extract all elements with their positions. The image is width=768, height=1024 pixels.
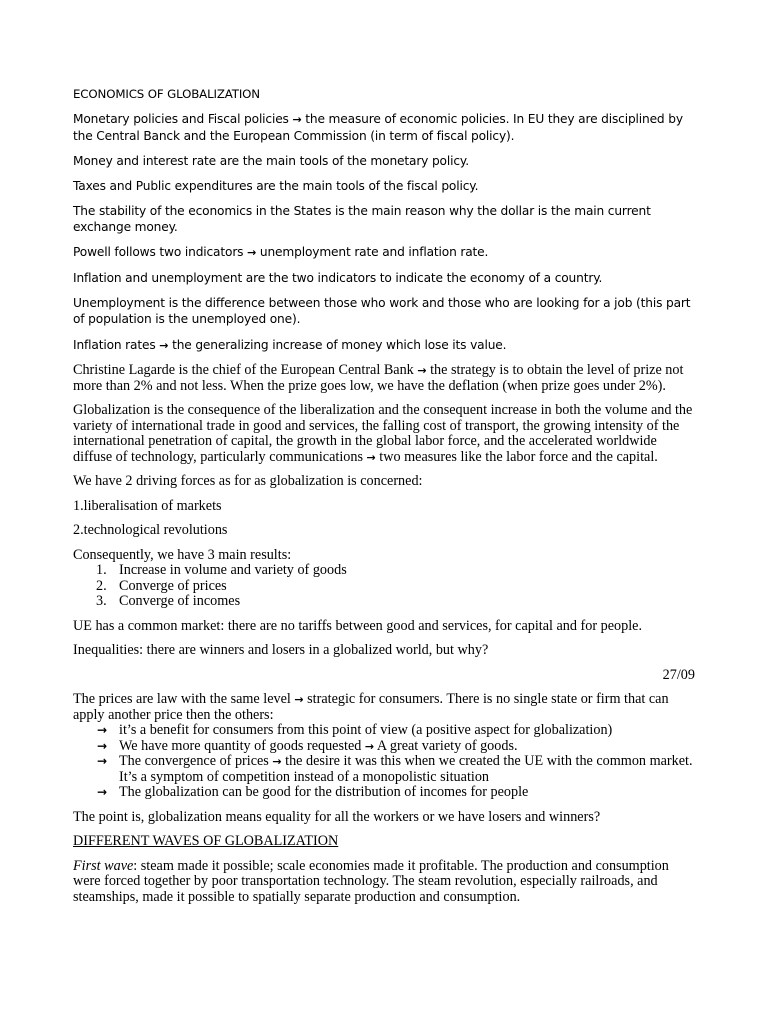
list-item-text: the desire it was this when we created the UE with the common market. It’s a symptom of competition instead of a monopolistic situation xyxy=(119,753,693,785)
list-item xyxy=(73,739,695,755)
list-item-text: Increase in volume and variety of goods xyxy=(119,562,347,578)
right-arrow-icon: → xyxy=(272,755,282,768)
paragraph-text: strategic for consumers. There is no single state or firm that can apply another price then the others: xyxy=(73,691,669,723)
paragraph-text: the generalizing increase of money which lose its value. xyxy=(168,338,507,352)
right-arrow-icon: → xyxy=(292,113,302,126)
arrow-bullet-icon: → xyxy=(97,754,108,768)
arrow-bullet-icon: → xyxy=(97,723,108,737)
first-wave-label: First wave xyxy=(73,857,134,874)
list-item-text: A great variety of goods. xyxy=(374,737,518,754)
right-arrow-icon: → xyxy=(294,693,304,706)
paragraph-text: : steam made it possible; scale economies made it profitable. The production and consumption were forced together by poor transportation technology. The steam revolution, especially railroads, and steamships, made it possible to spatially separate production and consumption. xyxy=(73,857,669,905)
paragraph-monetary-tools: Money and interest rate are the main tools of the monetary policy. xyxy=(73,154,469,168)
paragraph-text: Globalization is the consequence of the liberalization and the consequent increase in both the volume and the variety of international trade in good and services, the falling cost of transport, the growing intensity of the international penetration of capital, the growth in the global labor force, and the accelerated worldwide diffuse of technology, particularly communications xyxy=(73,402,693,465)
paragraph-text: the strategy is to obtain the level of prize not more than 2% and not less. When the prize goes low, we have the deflation (when prize goes under 2%). xyxy=(73,362,684,394)
paragraph-lagarde xyxy=(73,363,695,394)
list-item xyxy=(73,723,695,739)
right-arrow-icon: → xyxy=(159,339,169,352)
paragraph-inequalities: Inequalities: there are winners and losers in a globalized world, but why? xyxy=(73,642,489,658)
paragraph-first-wave xyxy=(73,859,695,906)
paragraph-driving-forces: We have 2 driving forces as for as globalization is concerned: xyxy=(73,473,423,489)
right-arrow-icon: → xyxy=(366,450,376,464)
list-item xyxy=(73,594,695,610)
paragraph-text: unemployment rate and inflation rate. xyxy=(256,245,489,259)
paragraph-text: Inflation rates xyxy=(73,338,160,352)
list-item-text: it’s a benefit for consumers from this point of view (a positive aspect for globalization) xyxy=(119,722,613,738)
list-number: 1. xyxy=(96,562,107,578)
list-item-text: The convergence of prices xyxy=(119,753,273,769)
paragraph-text: two measures like the labor force and the capital. xyxy=(375,448,658,465)
arrow-bullet-icon: → xyxy=(97,738,108,753)
paragraph-indicators: Inflation and unemployment are the two indicators to indicate the economy of a country. xyxy=(73,271,603,285)
paragraph-dollar: The stability of the economics in the States is the main reason why the dollar is the main current exchange money. xyxy=(73,204,651,234)
date-label: 27/09 xyxy=(662,666,695,683)
paragraph-inflation xyxy=(73,337,695,354)
document-page xyxy=(73,86,695,905)
results-list xyxy=(73,563,695,610)
right-arrow-icon: → xyxy=(364,739,375,753)
document-title: ECONOMICS OF GLOBALIZATION xyxy=(73,87,260,101)
paragraph-common-market: UE has a common market: there are no tariffs between good and services, for capital and for people. xyxy=(73,617,642,634)
list-item-text: Converge of incomes xyxy=(119,593,241,609)
paragraph-text: the measure of economic policies. In EU they are disciplined by the Central Banck and the European Commission (in term of fiscal policy). xyxy=(73,112,683,143)
list-item xyxy=(73,563,695,579)
right-arrow-icon: → xyxy=(417,364,427,377)
paragraph-text: The prices are law with the same level xyxy=(73,691,295,707)
arrow-bullet-icon: → xyxy=(97,785,108,799)
paragraph-prices xyxy=(73,692,695,723)
benefits-list xyxy=(73,723,695,801)
paragraph-unemployment: Unemployment is the difference between those who work and those who are looking for a job (this part of population is the unemployed one). xyxy=(73,296,691,326)
list-number: 3. xyxy=(96,593,107,609)
paragraph-globalization xyxy=(73,403,695,465)
paragraph-results-intro: Consequently, we have 3 main results: xyxy=(73,546,292,563)
list-item-text: We have more quantity of goods requested xyxy=(119,737,365,754)
list-item xyxy=(73,785,695,801)
paragraph-text: Monetary policies and Fiscal policies xyxy=(73,112,293,126)
list-item-text: The globalization can be good for the distribution of incomes for people xyxy=(119,784,529,800)
paragraph-equality: The point is, globalization means equality for all the workers or we have losers and winners? xyxy=(73,808,601,825)
paragraph-powell xyxy=(73,244,695,261)
paragraph-tech-revolutions: 2.technological revolutions xyxy=(73,522,228,538)
list-item xyxy=(73,579,695,595)
paragraph-fiscal-tools: Taxes and Public expenditures are the main tools of the fiscal policy. xyxy=(73,179,479,193)
right-arrow-icon: → xyxy=(247,246,257,259)
list-number: 2. xyxy=(96,577,107,594)
paragraph-liberalisation: 1.liberalisation of markets xyxy=(73,497,222,514)
list-item-text: Converge of prices xyxy=(119,577,227,594)
paragraph-text: Powell follows two indicators xyxy=(73,245,248,259)
list-item xyxy=(73,754,695,785)
section-heading: DIFFERENT WAVES OF GLOBALIZATION xyxy=(73,833,339,849)
paragraph-policies xyxy=(73,111,695,144)
paragraph-text: Christine Lagarde is the chief of the European Central Bank xyxy=(73,362,418,378)
